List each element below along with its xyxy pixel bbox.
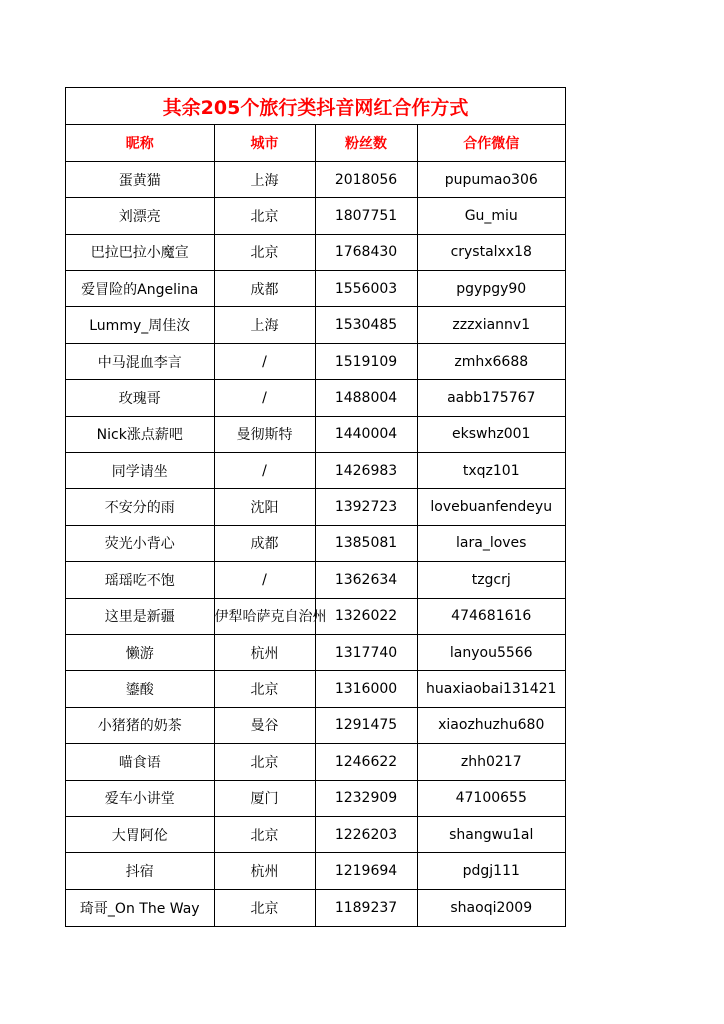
cell-nickname: 爱车小讲堂: [66, 780, 214, 816]
cell-fans: 1246622: [315, 744, 417, 780]
cell-nickname: 蛋黄猫: [66, 161, 214, 197]
table-row: [66, 816, 565, 852]
cell-city: /: [214, 453, 315, 489]
cell-wechat: lara_loves: [417, 525, 565, 561]
cell-wechat: ekswhz001: [417, 416, 565, 452]
cell-fans: 1426983: [315, 453, 417, 489]
cell-nickname: 荧光小背心: [66, 525, 214, 561]
table-row: [66, 307, 565, 343]
cell-fans: 1326022: [315, 598, 417, 634]
table-row: [66, 525, 565, 561]
header-city: 城市: [214, 125, 315, 161]
table-row: [66, 489, 565, 525]
cell-city: 曼彻斯特: [214, 416, 315, 452]
cell-wechat: pgypgy90: [417, 271, 565, 307]
cell-wechat: pdgj111: [417, 853, 565, 889]
cell-fans: 1232909: [315, 780, 417, 816]
cell-fans: 1519109: [315, 343, 417, 379]
cell-city: 杭州: [214, 634, 315, 670]
cell-fans: 1362634: [315, 562, 417, 598]
cell-nickname: 中马混血李言: [66, 343, 214, 379]
cell-nickname: 懒游: [66, 634, 214, 670]
cell-fans: 1488004: [315, 380, 417, 416]
cell-city: 伊犁哈萨克自治州: [214, 598, 315, 634]
cell-wechat: 47100655: [417, 780, 565, 816]
cell-fans: 1226203: [315, 816, 417, 852]
cell-wechat: shangwu1al: [417, 816, 565, 852]
cell-fans: 1530485: [315, 307, 417, 343]
header-nickname: 昵称: [66, 125, 214, 161]
cell-nickname: 巴拉巴拉小魔宣: [66, 234, 214, 270]
table-row: [66, 271, 565, 307]
cell-city: 上海: [214, 307, 315, 343]
cell-fans: 1385081: [315, 525, 417, 561]
cell-fans: 1807751: [315, 198, 417, 234]
header-row: [66, 125, 565, 161]
table-row: [66, 889, 565, 925]
table-row: [66, 416, 565, 452]
cell-city: 厦门: [214, 780, 315, 816]
cell-wechat: xiaozhuzhu680: [417, 707, 565, 743]
table-row: [66, 453, 565, 489]
cell-fans: 1316000: [315, 671, 417, 707]
cell-wechat: zhh0217: [417, 744, 565, 780]
cell-nickname: 鎏酸: [66, 671, 214, 707]
cell-city: 北京: [214, 816, 315, 852]
table-row: [66, 707, 565, 743]
table-body: [66, 161, 565, 925]
cell-wechat: lanyou5566: [417, 634, 565, 670]
cell-fans: 1291475: [315, 707, 417, 743]
table-row: [66, 853, 565, 889]
cell-fans: 1317740: [315, 634, 417, 670]
table-row: [66, 198, 565, 234]
cell-wechat: huaxiaobai131421: [417, 671, 565, 707]
cell-nickname: 大胃阿伦: [66, 816, 214, 852]
cell-city: /: [214, 380, 315, 416]
cell-nickname: 小猪猪的奶茶: [66, 707, 214, 743]
cell-city: /: [214, 343, 315, 379]
cell-nickname: 爱冒险的Angelina: [66, 271, 214, 307]
cell-fans: 2018056: [315, 161, 417, 197]
table-row: [66, 380, 565, 416]
cell-city: 北京: [214, 234, 315, 270]
cell-nickname: 这里是新疆: [66, 598, 214, 634]
cell-wechat: Gu_miu: [417, 198, 565, 234]
cell-wechat: aabb175767: [417, 380, 565, 416]
cell-city: 曼谷: [214, 707, 315, 743]
table-row: [66, 161, 565, 197]
table-row: [66, 634, 565, 670]
table-row: [66, 234, 565, 270]
cell-fans: 1440004: [315, 416, 417, 452]
cell-city: 成都: [214, 271, 315, 307]
influencer-table: [65, 87, 566, 927]
cell-city: 成都: [214, 525, 315, 561]
cell-wechat: crystalxx18: [417, 234, 565, 270]
cell-fans: 1392723: [315, 489, 417, 525]
cell-fans: 1768430: [315, 234, 417, 270]
header-fans: 粉丝数: [315, 125, 417, 161]
table-title: 其余205个旅行类抖音网红合作方式: [66, 88, 565, 125]
cell-nickname: 玫瑰哥: [66, 380, 214, 416]
cell-nickname: 抖宿: [66, 853, 214, 889]
cell-wechat: pupumao306: [417, 161, 565, 197]
cell-nickname: 不安分的雨: [66, 489, 214, 525]
table-row: [66, 780, 565, 816]
table-row: [66, 343, 565, 379]
cell-nickname: 刘漂亮: [66, 198, 214, 234]
cell-wechat: txqz101: [417, 453, 565, 489]
cell-nickname: 琦哥_On The Way: [66, 889, 214, 925]
cell-wechat: tzgcrj: [417, 562, 565, 598]
table-row: [66, 598, 565, 634]
data-grid: [66, 125, 565, 926]
cell-nickname: 瑶瑶吃不饱: [66, 562, 214, 598]
cell-city: 北京: [214, 889, 315, 925]
cell-nickname: Lummy_周佳汝: [66, 307, 214, 343]
cell-fans: 1219694: [315, 853, 417, 889]
table-row: [66, 671, 565, 707]
table-row: [66, 744, 565, 780]
cell-nickname: 同学请坐: [66, 453, 214, 489]
cell-city: 北京: [214, 198, 315, 234]
cell-wechat: lovebuanfendeyu: [417, 489, 565, 525]
cell-wechat: shaoqi2009: [450, 899, 533, 916]
cell-fans: 1189237: [315, 889, 417, 925]
table-row: [66, 562, 565, 598]
cell-city: 沈阳: [214, 489, 315, 525]
cell-nickname: 喵食语: [66, 744, 214, 780]
cell-wechat: 474681616: [417, 598, 565, 634]
cell-fans: 1556003: [315, 271, 417, 307]
cell-wechat: zzzxiannv1: [417, 307, 565, 343]
cell-city: 上海: [214, 161, 315, 197]
header-wechat: 合作微信: [417, 125, 565, 161]
cell-wechat: zmhx6688: [417, 343, 565, 379]
cell-city: 北京: [214, 744, 315, 780]
cell-city: /: [214, 562, 315, 598]
cell-city: 北京: [214, 671, 315, 707]
cell-nickname: Nick涨点薪吧: [66, 416, 214, 452]
cell-city: 杭州: [214, 853, 315, 889]
